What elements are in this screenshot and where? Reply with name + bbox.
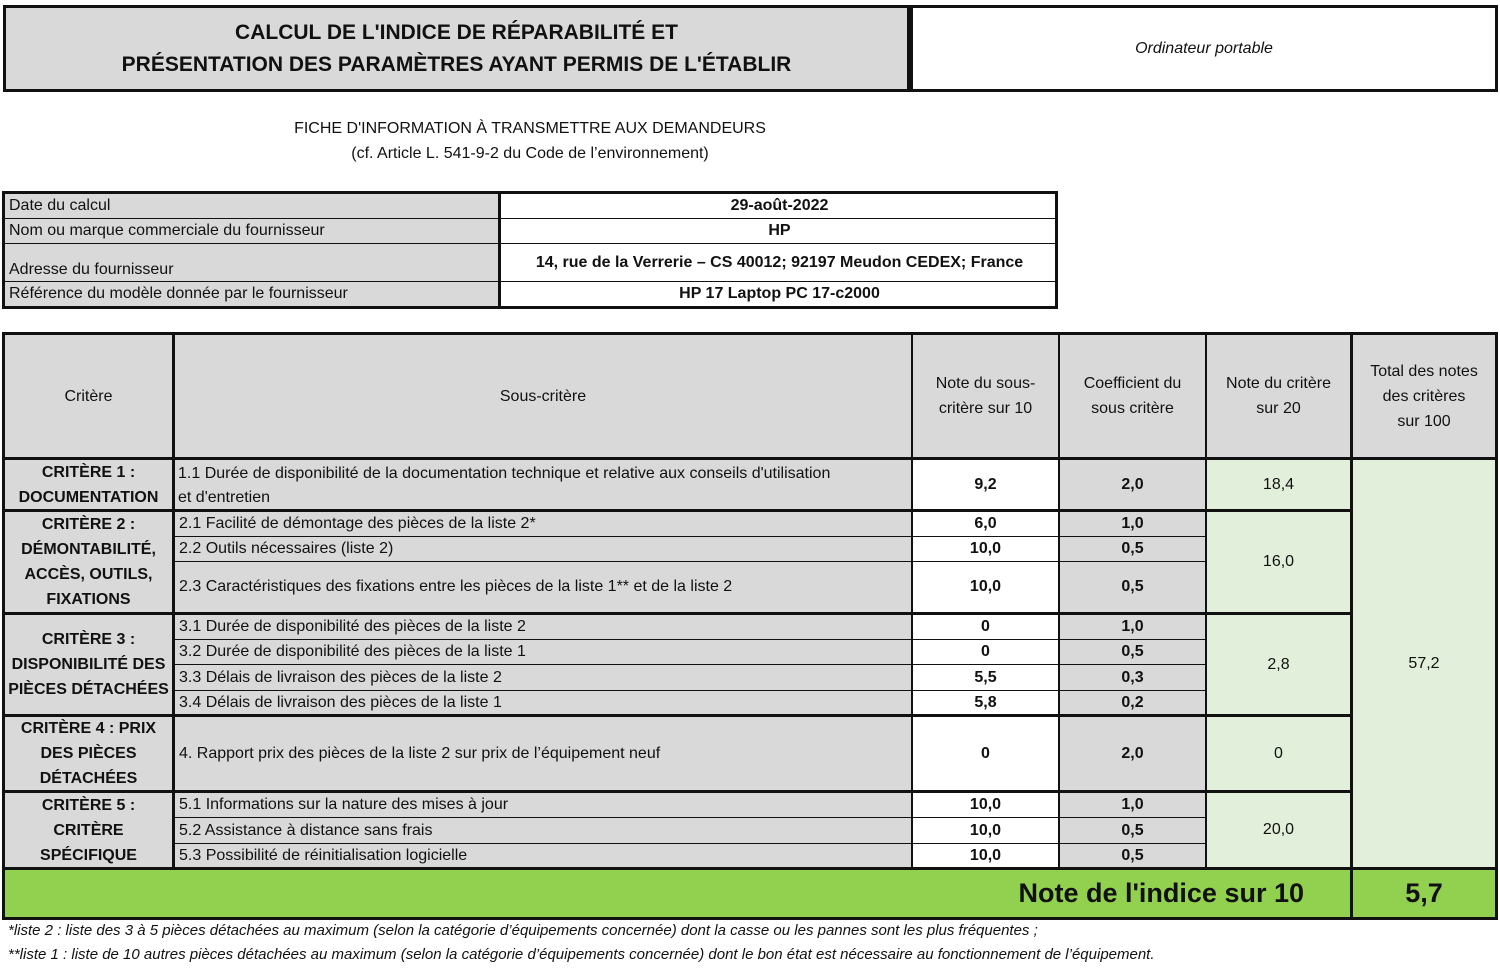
criterion-text: CRITÈRE 3 :: [41, 631, 136, 648]
header-text: des critères: [1382, 387, 1466, 405]
subcriterion-note: 5,8: [913, 691, 1060, 717]
criterion-score: 2,8: [1207, 615, 1353, 717]
subcriterion-coef: 0,5: [1060, 844, 1207, 870]
subcriterion-note: 10,0: [913, 793, 1060, 818]
subcriterion-label: 3.2 Durée de disponibilité des pièces de la liste 1: [175, 640, 913, 665]
subcriterion-coef: 1,0: [1060, 615, 1207, 640]
info-row-address: [5, 244, 1055, 282]
subcriterion-note: 10,0: [913, 562, 1060, 615]
product-type: Ordinateur portable: [910, 5, 1498, 92]
document-title: [3, 5, 910, 92]
subcriterion-note: 10,0: [913, 844, 1060, 870]
footnote-liste-2: *liste 2 : liste des 3 à 5 pièces détachées au maximum (selon la catégorie d’équipements concernée) dont la casse ou les pannes sont les plus fréquentes ;: [8, 922, 1038, 939]
title-line-1: CALCUL DE L'INDICE DE RÉPARABILITÉ ET: [235, 20, 678, 44]
criterion-5: [5, 793, 175, 870]
criterion-2: [5, 512, 175, 615]
header-note-sous-critere: [913, 335, 1060, 460]
header-text: Note du sous-: [935, 375, 1036, 392]
total-score: 57,2: [1353, 460, 1495, 870]
index-label: Note de l'indice sur 10: [5, 870, 1353, 917]
info-value: HP 17 Laptop PC 17-c2000: [679, 285, 880, 302]
criterion-score: 18,4: [1207, 460, 1353, 512]
subcriterion-coef: 0,5: [1060, 537, 1207, 562]
criterion-text: DISPONIBILITÉ DES: [11, 656, 166, 673]
header-note-critere: [1207, 335, 1353, 460]
info-row-brand: [5, 219, 1055, 244]
criterion-text: FIXATIONS: [46, 591, 131, 608]
subcriterion-label: 5.2 Assistance à distance sans frais: [175, 818, 913, 844]
subcriterion-coef: 1,0: [1060, 793, 1207, 818]
subcriterion-label: 3.3 Délais de livraison des pièces de la liste 2: [175, 665, 913, 691]
header-text: sur 100: [1397, 412, 1451, 430]
repairability-table: [2, 332, 1498, 920]
subcriterion-coef: 2,0: [1060, 460, 1207, 512]
subcriterion-coef: 1,0: [1060, 512, 1207, 537]
subcriterion-label: 5.1 Informations sur la nature des mises à jour: [175, 793, 913, 818]
info-label: Référence du modèle donnée par le fournisseur: [5, 282, 501, 306]
info-label: Nom ou marque commerciale du fournisseur: [5, 219, 501, 243]
criterion-4: [5, 717, 175, 793]
header-text: Total des notes: [1370, 362, 1478, 380]
criterion-text: SPÉCIFIQUE: [40, 846, 137, 864]
header-critere: Critère: [5, 335, 175, 460]
header-text: Note du critère: [1226, 375, 1331, 392]
subcriterion-note: 10,0: [913, 818, 1060, 844]
subcriterion-text: et d'entretien: [178, 489, 271, 506]
subcriterion-label: 3.4 Délais de livraison des pièces de la liste 1: [175, 691, 913, 717]
criterion-score: 0: [1207, 717, 1353, 793]
subcriterion-label: 5.3 Possibilité de réinitialisation logicielle: [175, 844, 913, 870]
subcriterion-coef: 0,5: [1060, 818, 1207, 844]
criterion-text: PIÈCES DÉTACHÉES: [8, 681, 169, 698]
criterion-score: 20,0: [1207, 793, 1353, 870]
subcriterion-label: 2.3 Caractéristiques des fixations entre les pièces de la liste 1** et de la liste 2: [175, 562, 913, 615]
subcriterion-coef: 0,3: [1060, 665, 1207, 691]
footnote-liste-1: **liste 1 : liste de 10 autres pièces détachées au maximum (selon la catégorie d’équipements concernée) dont le bon état est nécessaire au fonctionnement de l’équipement.: [8, 946, 1155, 963]
subcriterion-note: 0: [913, 717, 1060, 793]
index-value: 5,7: [1353, 870, 1495, 917]
subcriterion-label: 2.1 Facilité de démontage des pièces de la liste 2*: [175, 512, 913, 537]
info-row-date: [5, 194, 1055, 219]
criterion-text: CRITÈRE 1 :: [41, 463, 136, 481]
subcriterion-label: 3.1 Durée de disponibilité des pièces de la liste 2: [175, 615, 913, 640]
info-label: Date du calcul: [5, 194, 501, 218]
info-row-reference: [5, 282, 1055, 306]
subcriterion-label: 4. Rapport prix des pièces de la liste 2 sur prix de l’équipement neuf: [175, 717, 913, 793]
criterion-3: [5, 615, 175, 717]
criterion-text: DOCUMENTATION: [18, 488, 159, 506]
title-line-2: PRÉSENTATION DES PARAMÈTRES AYANT PERMIS DE L'ÉTABLIR: [121, 52, 792, 76]
criterion-1: [5, 460, 175, 512]
criterion-score: 16,0: [1207, 512, 1353, 615]
info-value: 29-août-2022: [730, 197, 829, 214]
criterion-text: DÉTACHÉES: [39, 770, 138, 787]
subcriterion-label: 2.2 Outils nécessaires (liste 2): [175, 537, 913, 562]
subcriterion-coef: 0,2: [1060, 691, 1207, 717]
header-text: sur 20: [1256, 400, 1301, 417]
subcriterion-coef: 0,5: [1060, 562, 1207, 615]
info-value: HP: [768, 222, 791, 239]
header-sous-critere: Sous-critère: [175, 335, 913, 460]
header-coefficient: [1060, 335, 1207, 460]
subcriterion-note: 9,2: [913, 460, 1060, 512]
criterion-text: DES PIÈCES: [40, 745, 137, 762]
criterion-text: DÉMONTABILITÉ,: [21, 541, 156, 558]
subcriterion-note: 0: [913, 640, 1060, 665]
subcriterion-note: 10,0: [913, 537, 1060, 562]
info-label: Adresse du fournisseur: [5, 244, 501, 281]
criterion-text: CRITÈRE 2 :: [41, 516, 136, 533]
fiche-heading: [0, 116, 1060, 166]
header-text: critère sur 10: [938, 400, 1033, 417]
supplier-info-table: [2, 191, 1058, 309]
subcriterion-text: 1.1 Durée de disponibilité de la documentation technique et relative aux conseils d'utilisation: [178, 465, 831, 482]
info-value: 14, rue de la Verrerie – CS 40012; 92197 Meudon CEDEX; France: [535, 253, 1024, 271]
criterion-text: CRITÈRE 5 : CRITÈRE: [41, 796, 136, 839]
fiche-line-1: FICHE D'INFORMATION À TRANSMETTRE AUX DEMANDEURS: [294, 120, 766, 137]
fiche-line-2: (cf. Article L. 541-9-2 du Code de l’environnement): [351, 145, 709, 162]
header-total: [1353, 335, 1495, 460]
subcriterion-note: 5,5: [913, 665, 1060, 691]
criterion-text: ACCÈS, OUTILS,: [24, 566, 153, 583]
subcriterion-coef: 2,0: [1060, 717, 1207, 793]
header-text: Coefficient du: [1083, 375, 1182, 392]
subcriterion-note: 0: [913, 615, 1060, 640]
header-text: sous critère: [1091, 400, 1174, 417]
subcriterion-note: 6,0: [913, 512, 1060, 537]
subcriterion-coef: 0,5: [1060, 640, 1207, 665]
criterion-text: CRITÈRE 4 : PRIX: [20, 720, 157, 737]
subcriterion-label: [175, 460, 913, 512]
